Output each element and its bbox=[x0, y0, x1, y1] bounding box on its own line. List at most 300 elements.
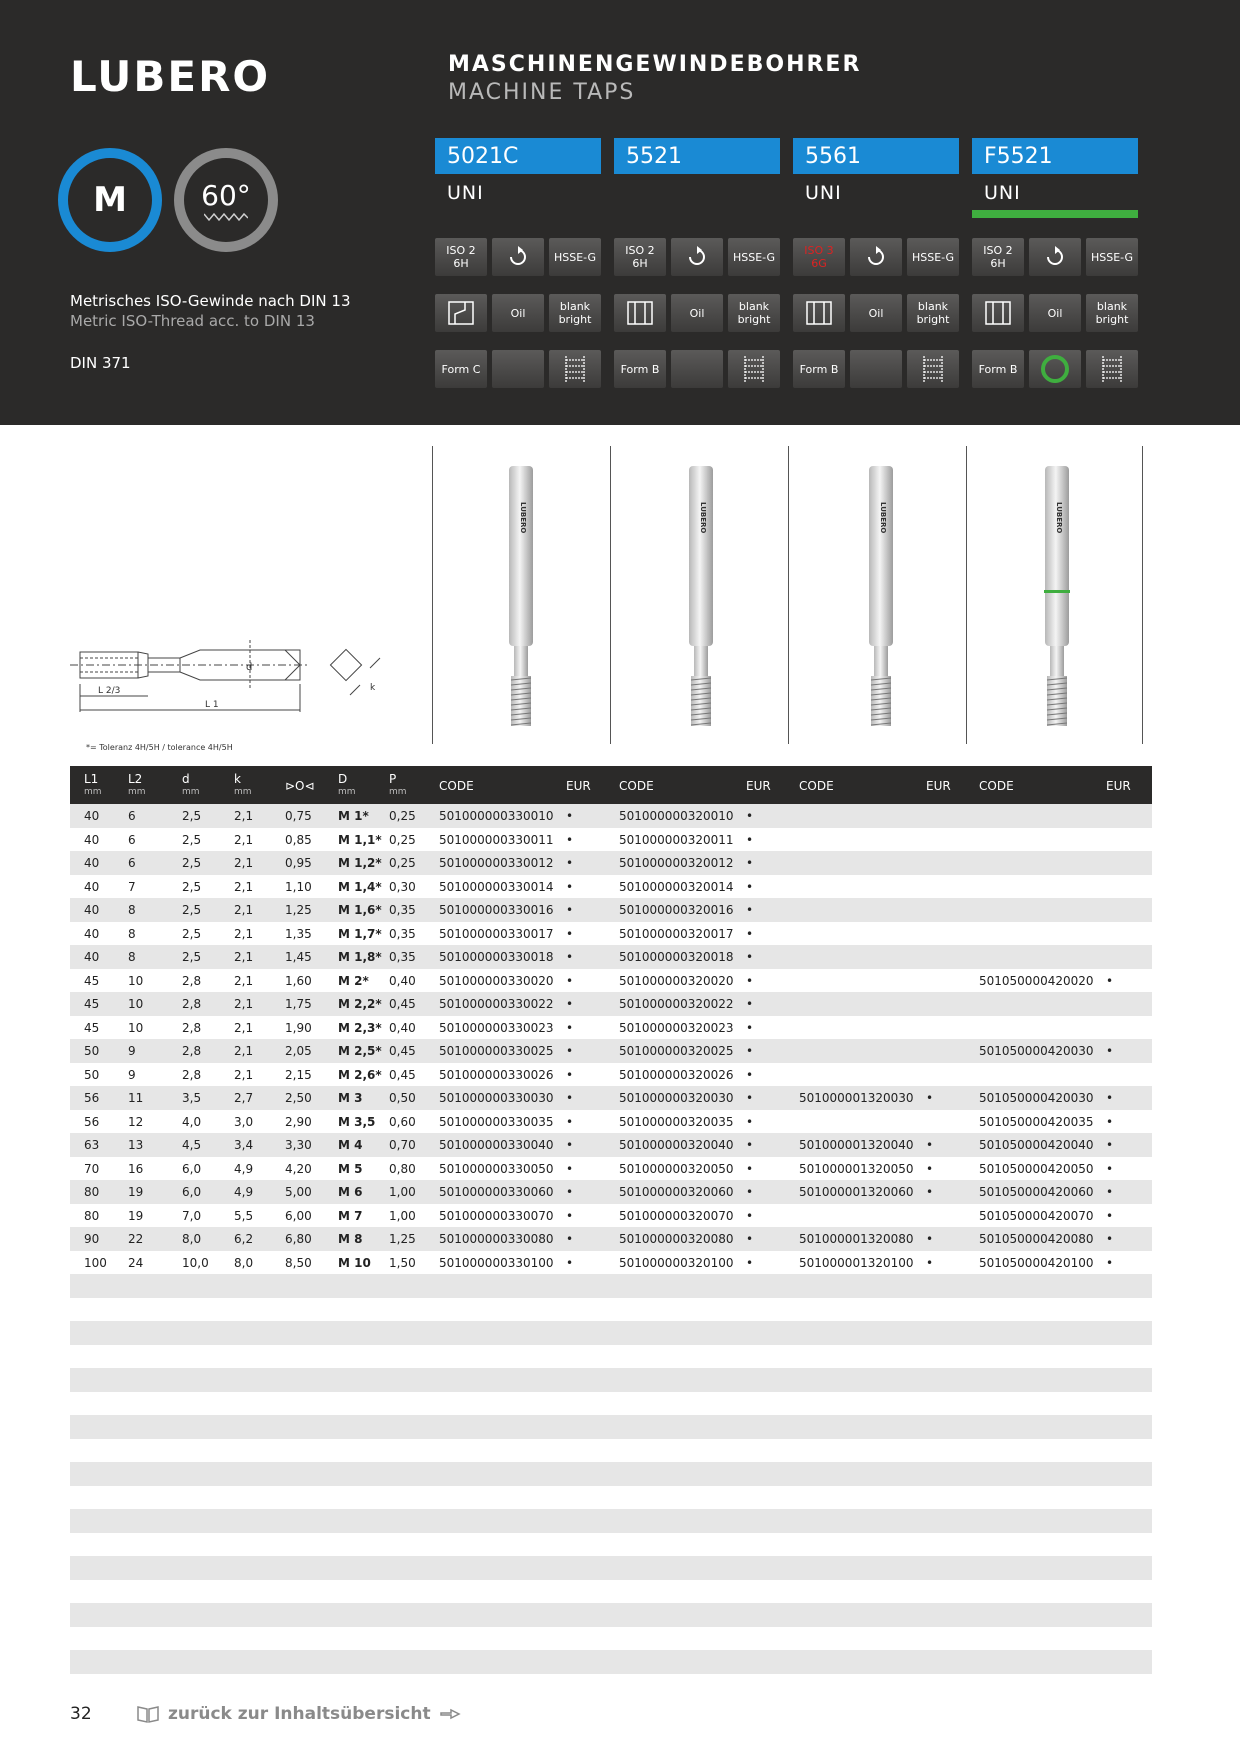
table-cell: 1,00 bbox=[389, 1185, 416, 1199]
table-cell: • bbox=[566, 926, 574, 941]
form-label-icon: Form B bbox=[793, 350, 845, 388]
table-cell: 56 bbox=[84, 1114, 100, 1129]
table-cell: 501000000320017 bbox=[619, 926, 734, 941]
column-header bbox=[84, 772, 102, 797]
table-row bbox=[70, 969, 1152, 993]
table-cell: 2,1 bbox=[234, 1044, 254, 1058]
table-cell: M 8 bbox=[338, 1232, 363, 1246]
table-cell: 80 bbox=[84, 1185, 100, 1199]
table-row bbox=[70, 804, 1152, 828]
table-cell: 8,0 bbox=[234, 1255, 254, 1270]
table-cell: 2,8 bbox=[182, 973, 202, 988]
table-cell: M 1,7* bbox=[338, 926, 382, 941]
table-cell: M 2,5* bbox=[338, 1044, 382, 1058]
table-cell: 501000000320100 bbox=[619, 1255, 734, 1270]
column-header bbox=[799, 779, 834, 793]
table-cell: 22 bbox=[128, 1232, 144, 1246]
surface-icon: blank bright bbox=[907, 294, 959, 332]
column-header-unit: mm bbox=[128, 787, 146, 797]
table-cell: • bbox=[746, 1185, 754, 1199]
table-cell: 0,50 bbox=[389, 1091, 416, 1105]
table-cell: • bbox=[566, 1208, 574, 1223]
thread-angle-label: 60° bbox=[201, 178, 251, 212]
table-cell: 501050000420100 bbox=[979, 1255, 1094, 1270]
table-cell: 13 bbox=[128, 1138, 144, 1152]
table-cell: 2,8 bbox=[182, 1020, 202, 1035]
product-code-header: 5561 bbox=[793, 138, 959, 174]
table-cell: 501050000420030 bbox=[979, 1091, 1094, 1105]
table-cell: M 1* bbox=[338, 809, 369, 823]
table-cell: 2,1 bbox=[234, 856, 254, 870]
table-cell: 7,0 bbox=[182, 1208, 202, 1223]
table-row bbox=[70, 1251, 1152, 1275]
product-column-5021c bbox=[435, 138, 601, 376]
product-column-5561 bbox=[793, 138, 959, 376]
table-cell: • bbox=[746, 903, 754, 917]
table-cell: 2,5 bbox=[182, 879, 202, 894]
table-cell: 10 bbox=[128, 1020, 144, 1035]
back-to-contents-link[interactable] bbox=[136, 1704, 461, 1724]
din-standard: DIN 371 bbox=[70, 354, 131, 372]
table-cell: • bbox=[1106, 1232, 1114, 1246]
table-header bbox=[70, 766, 1152, 804]
table-cell: 1,60 bbox=[285, 973, 312, 988]
table-cell: 16 bbox=[128, 1161, 144, 1176]
table-cell: 40 bbox=[84, 856, 100, 870]
table-cell: 1,90 bbox=[285, 1020, 312, 1035]
table-cell: • bbox=[926, 1161, 934, 1176]
table-cell: • bbox=[746, 809, 754, 823]
table-cell: M 3,5 bbox=[338, 1114, 376, 1129]
table-cell: 4,9 bbox=[234, 1161, 254, 1176]
table-cell: 63 bbox=[84, 1138, 100, 1152]
table-body bbox=[70, 804, 1152, 1697]
table-cell: 3,4 bbox=[234, 1138, 254, 1152]
column-header bbox=[338, 772, 356, 797]
table-cell: 501000000320022 bbox=[619, 997, 734, 1011]
table-cell: • bbox=[746, 1091, 754, 1105]
blank-icon bbox=[850, 350, 902, 388]
table-cell: M 5 bbox=[338, 1161, 363, 1176]
thread-type-label: M bbox=[93, 180, 127, 220]
table-cell: 1,35 bbox=[285, 926, 312, 941]
table-cell: • bbox=[566, 879, 574, 894]
coolant-icon: Oil bbox=[1029, 294, 1081, 332]
column-header-label: d bbox=[182, 772, 190, 786]
table-cell: 40 bbox=[84, 879, 100, 894]
spec-icon-grid bbox=[435, 238, 601, 406]
table-cell: 1,25 bbox=[389, 1232, 416, 1246]
empty-table-row bbox=[70, 1439, 1152, 1463]
tap-logo-text: LUBERO bbox=[879, 502, 887, 534]
page-title-en: MACHINE TAPS bbox=[448, 80, 636, 105]
thread-form-icon bbox=[1086, 350, 1138, 388]
table-cell: 80 bbox=[84, 1208, 100, 1223]
table-cell: 70 bbox=[84, 1161, 100, 1176]
table-cell: M 4 bbox=[338, 1138, 363, 1152]
table-cell: 501000000330018 bbox=[439, 950, 554, 964]
column-header-label: D bbox=[338, 772, 348, 786]
table-row bbox=[70, 945, 1152, 969]
table-cell: 501000000330060 bbox=[439, 1185, 554, 1199]
empty-table-row bbox=[70, 1674, 1152, 1698]
table-row bbox=[70, 1133, 1152, 1157]
form-label-icon: Form B bbox=[614, 350, 666, 388]
column-header bbox=[439, 779, 474, 793]
column-header-label: CODE bbox=[979, 779, 1014, 793]
surface-icon: blank bright bbox=[549, 294, 601, 332]
table-cell: 2,1 bbox=[234, 973, 254, 988]
table-cell: 2,8 bbox=[182, 1044, 202, 1058]
table-cell: 2,5 bbox=[182, 950, 202, 964]
table-cell: • bbox=[746, 973, 754, 988]
empty-table-row bbox=[70, 1368, 1152, 1392]
label-d: d bbox=[246, 662, 253, 673]
table-row bbox=[70, 875, 1152, 899]
table-row bbox=[70, 1110, 1152, 1134]
table-cell: 0,25 bbox=[389, 832, 416, 847]
description-en: Metric ISO-Thread acc. to DIN 13 bbox=[70, 312, 315, 330]
table-cell: 0,35 bbox=[389, 903, 416, 917]
product-column-f5521 bbox=[972, 138, 1138, 376]
product-uni-label: UNI bbox=[984, 182, 1021, 204]
table-cell: M 1,2* bbox=[338, 856, 382, 870]
table-cell: 0,30 bbox=[389, 879, 416, 894]
column-header-label: EUR bbox=[566, 779, 591, 793]
table-cell: 0,70 bbox=[389, 1138, 416, 1152]
page-number: 32 bbox=[70, 1704, 92, 1724]
table-cell: 501000000330035 bbox=[439, 1114, 554, 1129]
table-cell: 0,75 bbox=[285, 809, 312, 823]
table-cell: 40 bbox=[84, 950, 100, 964]
surface-icon: blank bright bbox=[1086, 294, 1138, 332]
column-header bbox=[128, 772, 146, 797]
table-cell: 6,0 bbox=[182, 1185, 202, 1199]
table-cell: • bbox=[926, 1185, 934, 1199]
table-cell: 40 bbox=[84, 809, 100, 823]
spec-icon-grid bbox=[972, 238, 1138, 406]
table-cell: 2,1 bbox=[234, 1067, 254, 1082]
table-row bbox=[70, 922, 1152, 946]
product-uni-label bbox=[614, 174, 780, 210]
table-cell: 501000000330080 bbox=[439, 1232, 554, 1246]
column-header-label: CODE bbox=[619, 779, 654, 793]
column-header-label: EUR bbox=[926, 779, 951, 793]
table-cell: 0,85 bbox=[285, 832, 312, 847]
book-icon bbox=[136, 1705, 160, 1723]
table-cell: 2,15 bbox=[285, 1067, 312, 1082]
table-cell: 11 bbox=[128, 1091, 144, 1105]
product-uni-label: UNI bbox=[805, 182, 842, 204]
spec-icon-grid bbox=[793, 238, 959, 406]
tap-image-5561 bbox=[864, 462, 898, 732]
table-cell: 501000000330050 bbox=[439, 1161, 554, 1176]
table-cell: 8,0 bbox=[182, 1232, 202, 1246]
table-cell: 9 bbox=[128, 1067, 136, 1082]
table-cell: 501000000330010 bbox=[439, 809, 554, 823]
table-cell: • bbox=[566, 809, 574, 823]
table-cell: • bbox=[746, 1067, 754, 1082]
table-cell: 6,0 bbox=[182, 1161, 202, 1176]
table-cell: 9 bbox=[128, 1044, 136, 1058]
empty-table-row bbox=[70, 1533, 1152, 1557]
table-cell: • bbox=[566, 1232, 574, 1246]
table-cell: 2,5 bbox=[182, 832, 202, 847]
table-cell: 2,1 bbox=[234, 903, 254, 917]
table-row bbox=[70, 1063, 1152, 1087]
table-cell: • bbox=[746, 1232, 754, 1246]
column-header-label: CODE bbox=[439, 779, 474, 793]
table-cell: 6 bbox=[128, 809, 136, 823]
table-cell: 1,25 bbox=[285, 903, 312, 917]
product-uni-label: UNI bbox=[447, 182, 484, 204]
table-cell: 2,1 bbox=[234, 997, 254, 1011]
table-cell: 0,45 bbox=[389, 1067, 416, 1082]
table-cell: 501000001320080 bbox=[799, 1232, 914, 1246]
table-cell: • bbox=[566, 1044, 574, 1058]
table-cell: • bbox=[566, 832, 574, 847]
table-cell: • bbox=[926, 1138, 934, 1152]
column-header bbox=[182, 772, 200, 797]
product-column-5521 bbox=[614, 138, 780, 376]
tap-dimension-drawing bbox=[70, 640, 420, 720]
thread-form-icon bbox=[907, 350, 959, 388]
table-cell: M 2,3* bbox=[338, 1020, 382, 1035]
label-k: k bbox=[370, 683, 376, 693]
table-cell: • bbox=[1106, 1138, 1114, 1152]
coolant-icon: Oil bbox=[850, 294, 902, 332]
table-cell: 501000000330014 bbox=[439, 879, 554, 894]
table-cell: 501000000320010 bbox=[619, 809, 734, 823]
table-cell: • bbox=[746, 879, 754, 894]
table-cell: • bbox=[1106, 973, 1114, 988]
table-cell: 501000000320012 bbox=[619, 856, 734, 870]
form-c-flute-icon bbox=[435, 294, 487, 332]
table-cell: 1,10 bbox=[285, 879, 312, 894]
table-cell: 501000000320070 bbox=[619, 1208, 734, 1223]
table-cell: 501000000330017 bbox=[439, 926, 554, 941]
table-cell: 501000000320080 bbox=[619, 1232, 734, 1246]
table-cell: 2,5 bbox=[182, 809, 202, 823]
column-header-label: P bbox=[389, 772, 397, 786]
column-header-label: L1 bbox=[84, 772, 99, 786]
table-cell: 0,40 bbox=[389, 973, 416, 988]
table-cell: M 3 bbox=[338, 1091, 363, 1105]
page-title-de: MASCHINENGEWINDEBOHRER bbox=[448, 52, 862, 77]
table-cell: • bbox=[1106, 1208, 1114, 1223]
column-separator bbox=[966, 446, 967, 744]
empty-table-row bbox=[70, 1345, 1152, 1369]
column-header-label: ⊳O⊲ bbox=[285, 779, 315, 793]
empty-table-row bbox=[70, 1580, 1152, 1604]
green-marker-bar bbox=[972, 210, 1138, 218]
table-cell: 501000000320018 bbox=[619, 950, 734, 964]
table-cell: • bbox=[1106, 1114, 1114, 1129]
rotation-icon bbox=[1029, 238, 1081, 276]
column-header-unit: mm bbox=[389, 787, 407, 797]
rotation-icon bbox=[671, 238, 723, 276]
table-cell: 2,7 bbox=[234, 1091, 254, 1105]
table-row bbox=[70, 851, 1152, 875]
table-cell: 3,30 bbox=[285, 1138, 312, 1152]
table-cell: 501050000420080 bbox=[979, 1232, 1094, 1246]
table-cell: • bbox=[566, 1255, 574, 1270]
table-cell: 3,0 bbox=[234, 1114, 254, 1129]
table-cell: 501000000320050 bbox=[619, 1161, 734, 1176]
table-cell: M 1,6* bbox=[338, 903, 382, 917]
thread-form-icon bbox=[728, 350, 780, 388]
table-cell: • bbox=[566, 1067, 574, 1082]
tap-logo-text: LUBERO bbox=[1055, 502, 1063, 534]
column-header-label: L2 bbox=[128, 772, 143, 786]
table-cell: 90 bbox=[84, 1232, 100, 1246]
table-cell: • bbox=[566, 1138, 574, 1152]
table-cell: 501000000330022 bbox=[439, 997, 554, 1011]
spec-icon-grid bbox=[614, 238, 780, 406]
table-cell: 501000001320050 bbox=[799, 1161, 914, 1176]
form-b-flute-icon bbox=[614, 294, 666, 332]
tolerance-icon: ISO 2 6H bbox=[972, 238, 1024, 276]
material-icon: HSSE-G bbox=[549, 238, 601, 276]
table-row bbox=[70, 1039, 1152, 1063]
table-cell: 45 bbox=[84, 997, 100, 1011]
table-cell: 501050000420050 bbox=[979, 1161, 1094, 1176]
table-cell: 5,5 bbox=[234, 1208, 254, 1223]
column-header-label: EUR bbox=[1106, 779, 1131, 793]
table-cell: 501050000420030 bbox=[979, 1044, 1094, 1058]
table-cell: 501000000330020 bbox=[439, 973, 554, 988]
table-cell: 0,45 bbox=[389, 1044, 416, 1058]
column-header bbox=[619, 779, 654, 793]
table-cell: 0,25 bbox=[389, 809, 416, 823]
table-cell: • bbox=[566, 1161, 574, 1176]
label-l23: L 2/3 bbox=[98, 686, 121, 696]
tolerance-icon: ISO 2 6H bbox=[435, 238, 487, 276]
thread-profile-icon bbox=[204, 212, 248, 222]
empty-table-row bbox=[70, 1415, 1152, 1439]
table-cell: 501000000320035 bbox=[619, 1114, 734, 1129]
table-cell: 6,80 bbox=[285, 1232, 312, 1246]
back-link-label: zurück zur Inhaltsübersicht bbox=[168, 1704, 431, 1724]
table-row bbox=[70, 1016, 1152, 1040]
column-separator bbox=[1142, 446, 1143, 744]
column-header bbox=[926, 779, 951, 793]
table-cell: 45 bbox=[84, 1020, 100, 1035]
tolerance-icon: ISO 3 6G bbox=[793, 238, 845, 276]
table-cell: 56 bbox=[84, 1091, 100, 1105]
column-header bbox=[1106, 779, 1131, 793]
table-cell: 501050000420070 bbox=[979, 1208, 1094, 1223]
table-cell: M 1,4* bbox=[338, 879, 382, 894]
table-cell: 501000000330040 bbox=[439, 1138, 554, 1152]
table-row bbox=[70, 1227, 1152, 1251]
table-cell: • bbox=[566, 1114, 574, 1129]
table-cell: 501000000330023 bbox=[439, 1020, 554, 1035]
table-cell: 4,5 bbox=[182, 1138, 202, 1152]
table-cell: 0,45 bbox=[389, 997, 416, 1011]
table-cell: 6,00 bbox=[285, 1208, 312, 1223]
form-b-flute-icon bbox=[972, 294, 1024, 332]
table-cell: 10,0 bbox=[182, 1255, 209, 1270]
table-cell: M 1,8* bbox=[338, 950, 382, 964]
column-header bbox=[389, 772, 407, 797]
rotation-icon bbox=[850, 238, 902, 276]
table-cell: 4,20 bbox=[285, 1161, 312, 1176]
table-cell: M 2,6* bbox=[338, 1067, 382, 1082]
table-cell: 19 bbox=[128, 1185, 144, 1199]
table-cell: 501000000330030 bbox=[439, 1091, 554, 1105]
column-header-label: EUR bbox=[746, 779, 771, 793]
table-cell: 501000001320100 bbox=[799, 1255, 914, 1270]
empty-table-row bbox=[70, 1392, 1152, 1416]
column-separator bbox=[432, 446, 433, 744]
table-cell: M 6 bbox=[338, 1185, 363, 1199]
table-cell: M 2* bbox=[338, 973, 369, 988]
empty-table-row bbox=[70, 1462, 1152, 1486]
table-cell: 0,35 bbox=[389, 926, 416, 941]
table-cell: • bbox=[746, 1044, 754, 1058]
table-cell: • bbox=[746, 950, 754, 964]
table-cell: 2,50 bbox=[285, 1091, 312, 1105]
table-cell: 40 bbox=[84, 903, 100, 917]
blank-icon bbox=[492, 350, 544, 388]
pointing-hand-icon bbox=[439, 1705, 461, 1723]
form-b-flute-icon bbox=[793, 294, 845, 332]
table-cell: 501000000320060 bbox=[619, 1185, 734, 1199]
table-cell: 7 bbox=[128, 879, 136, 894]
table-row bbox=[70, 1086, 1152, 1110]
table-cell: • bbox=[566, 856, 574, 870]
table-cell: • bbox=[926, 1232, 934, 1246]
table-cell: 501050000420060 bbox=[979, 1185, 1094, 1199]
header-band bbox=[0, 0, 1240, 425]
table-cell: • bbox=[926, 1091, 934, 1105]
product-code-header: 5021C bbox=[435, 138, 601, 174]
table-cell: 501000000320040 bbox=[619, 1138, 734, 1152]
table-cell: 40 bbox=[84, 832, 100, 847]
table-cell: • bbox=[746, 926, 754, 941]
table-cell: 8 bbox=[128, 903, 136, 917]
table-cell: • bbox=[746, 1138, 754, 1152]
table-cell: • bbox=[566, 1185, 574, 1199]
table-cell: 0,95 bbox=[285, 856, 312, 870]
table-cell: • bbox=[1106, 1161, 1114, 1176]
column-separator bbox=[788, 446, 789, 744]
table-cell: 45 bbox=[84, 973, 100, 988]
table-cell: M 10 bbox=[338, 1255, 371, 1270]
table-cell: 501000000330026 bbox=[439, 1067, 554, 1082]
table-cell: 4,9 bbox=[234, 1185, 254, 1199]
tap-logo-text: LUBERO bbox=[699, 502, 707, 534]
table-cell: 50 bbox=[84, 1067, 100, 1082]
material-icon: HSSE-G bbox=[907, 238, 959, 276]
table-cell: 2,1 bbox=[234, 832, 254, 847]
table-cell: 501000000320014 bbox=[619, 879, 734, 894]
table-row bbox=[70, 992, 1152, 1016]
empty-table-row bbox=[70, 1603, 1152, 1627]
table-cell: • bbox=[566, 1091, 574, 1105]
tolerance-icon: ISO 2 6H bbox=[614, 238, 666, 276]
table-cell: 2,90 bbox=[285, 1114, 312, 1129]
empty-table-row bbox=[70, 1650, 1152, 1674]
table-cell: • bbox=[1106, 1255, 1114, 1270]
table-cell: 6,2 bbox=[234, 1232, 254, 1246]
label-l1: L 1 bbox=[205, 700, 219, 710]
empty-table-row bbox=[70, 1486, 1152, 1510]
table-cell: 501000000330016 bbox=[439, 903, 554, 917]
table-cell: 501050000420040 bbox=[979, 1138, 1094, 1152]
table-cell: 2,8 bbox=[182, 1067, 202, 1082]
